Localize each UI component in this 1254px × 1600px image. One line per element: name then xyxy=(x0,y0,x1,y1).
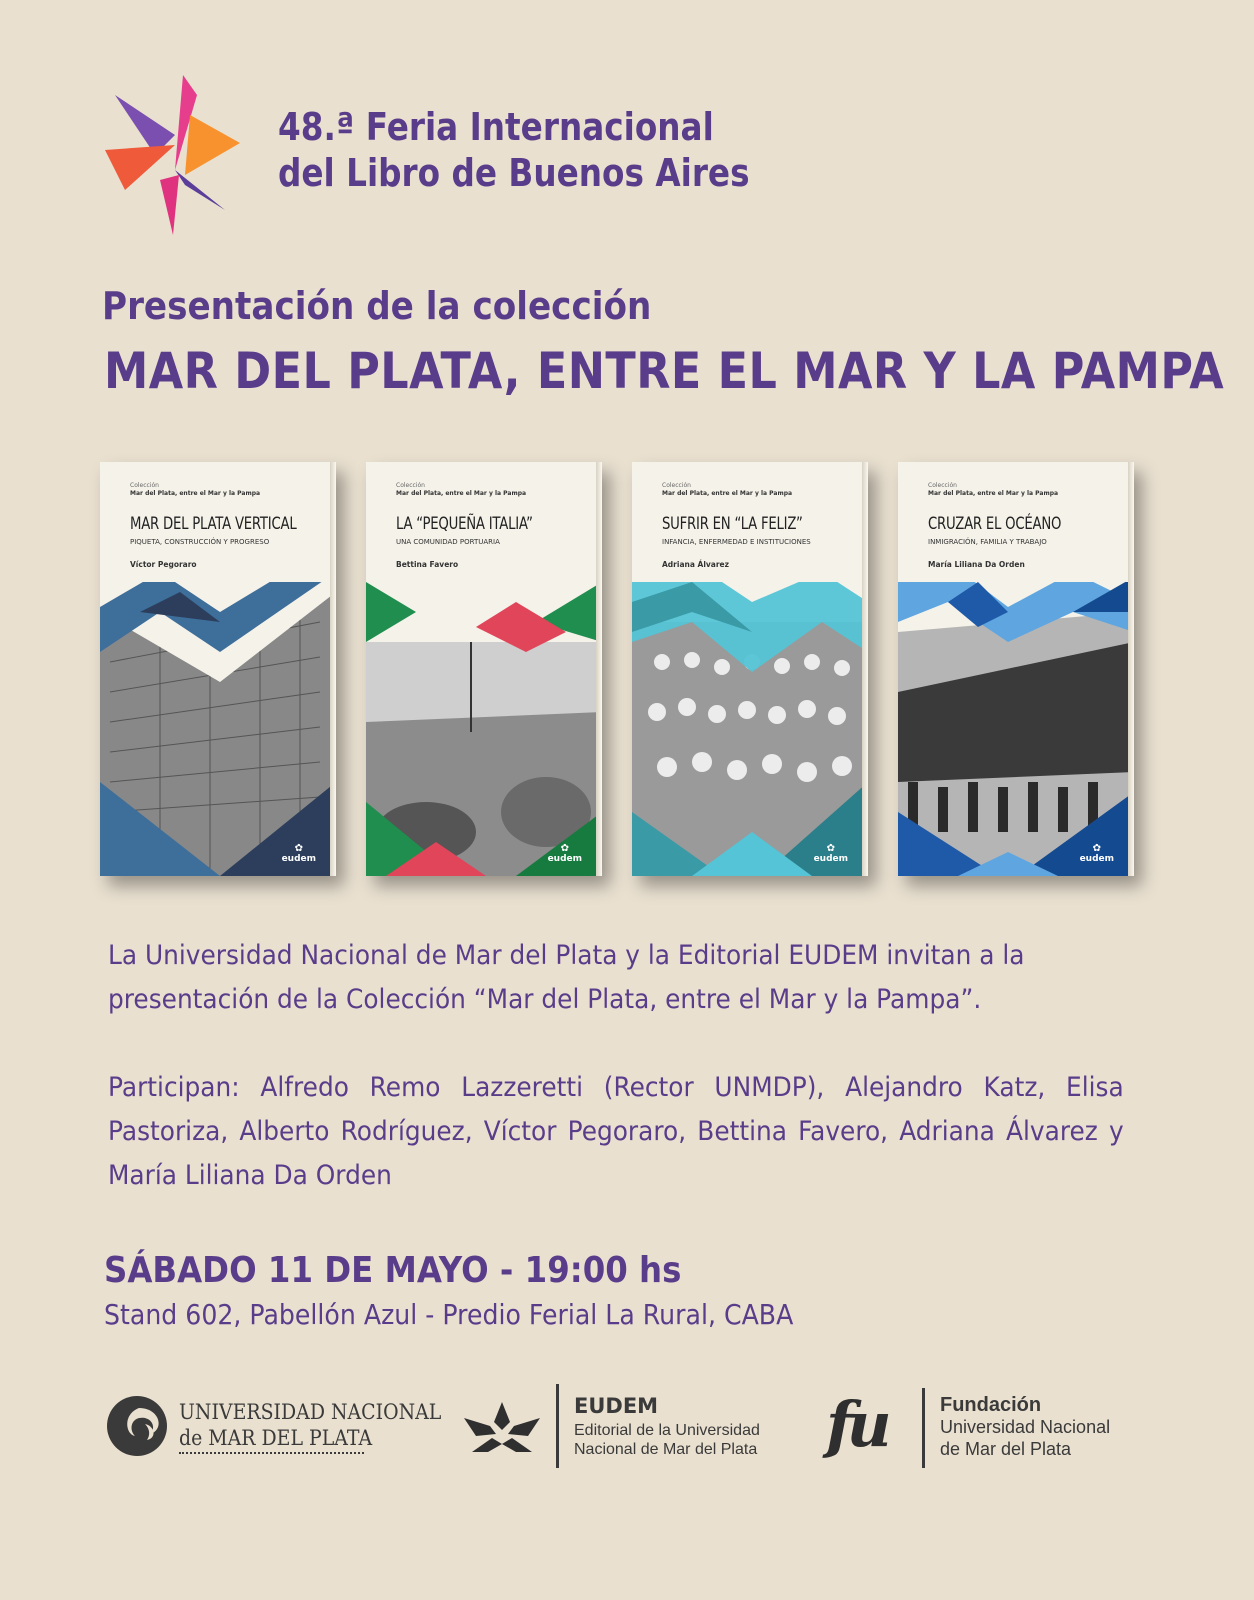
book-author: Adriana Álvarez xyxy=(662,560,729,569)
eudem-publisher-mark: ✿ eudem xyxy=(281,843,316,864)
event-venue: Stand 602, Pabellón Azul - Predio Ferial La Rural, CABA xyxy=(104,1298,794,1331)
fundacion-description-line2: de Mar del Plata xyxy=(940,1439,1072,1459)
unmdp-name-line1: UNIVERSIDAD NACIONAL xyxy=(179,1400,442,1424)
book-cover-sufrir-en-la-feliz xyxy=(632,462,868,876)
book-subtitle: PIQUETA, CONSTRUCCIÓN Y PROGRESO xyxy=(130,538,270,546)
eudem-logo xyxy=(462,1384,792,1470)
book-collection-name: Mar del Plata, entre el Mar y la Pampa xyxy=(396,490,527,497)
unmdp-name-line2: de MAR DEL PLATA xyxy=(179,1426,373,1450)
children-photo-image xyxy=(632,582,868,876)
eudem-description-line1: Editorial de la Universidad xyxy=(574,1422,760,1439)
fair-star-logo xyxy=(105,75,245,240)
unmdp-logo xyxy=(105,1392,442,1464)
book-author: Bettina Favero xyxy=(396,560,459,569)
eudem-publisher-mark: ✿ eudem xyxy=(1079,843,1114,864)
book-spine xyxy=(862,462,868,876)
fundacion-divider xyxy=(922,1388,925,1468)
book-collection-label: Colección xyxy=(130,482,159,489)
unmdp-dotted-rule xyxy=(179,1452,364,1454)
book-cover-mar-del-plata-vertical xyxy=(100,462,336,876)
fundacion-description-line1: Universidad Nacional xyxy=(940,1417,1111,1437)
fair-title-line2: del Libro de Buenos Aires xyxy=(278,151,750,195)
participants-paragraph: Participan: Alfredo Remo Lazzeretti (Rector UNMDP), Alejandro Katz, Elisa Pastoriza, Alberto Rodríguez, Víctor Pegoraro, Bettina Favero, Adriana Álvarez y María Liliana Da Orden xyxy=(108,1072,1124,1191)
eudem-divider xyxy=(556,1384,559,1468)
book-collection-name: Mar del Plata, entre el Mar y la Pampa xyxy=(928,490,1059,497)
book-title: CRUZAR EL OCÉANO xyxy=(928,514,1062,534)
fundacion-logo xyxy=(826,1386,1146,1470)
book-spine xyxy=(330,462,336,876)
book-cover-pequena-italia xyxy=(366,462,602,876)
eudem-name: EUDEM xyxy=(574,1394,659,1418)
eudem-star-mark-icon xyxy=(462,1400,542,1454)
book-title: LA “PEQUEÑA ITALIA” xyxy=(396,514,533,534)
book-subtitle: UNA COMUNIDAD PORTUARIA xyxy=(396,538,500,546)
harbor-photo-image xyxy=(366,582,602,876)
fair-title-line1: 48.ª Feria Internacional xyxy=(278,105,714,149)
book-title: SUFRIR EN “LA FELIZ” xyxy=(662,514,803,534)
fundacion-name: Fundación xyxy=(940,1394,1042,1416)
book-cover-cruzar-el-oceano xyxy=(898,462,1134,876)
presentation-label: Presentación de la colección xyxy=(102,284,652,328)
eudem-description-line2: Nacional de Mar del Plata xyxy=(574,1441,758,1458)
building-photo-image xyxy=(100,582,336,876)
collection-title: MAR DEL PLATA, ENTRE EL MAR Y LA PAMPA xyxy=(104,342,1225,400)
book-author: María Liliana Da Orden xyxy=(928,560,1025,569)
book-title: MAR DEL PLATA VERTICAL xyxy=(130,514,297,534)
book-spine xyxy=(596,462,602,876)
book-author: Víctor Pegoraro xyxy=(130,560,197,569)
fu-monogram: fu xyxy=(826,1388,886,1461)
unmdp-wave-emblem-icon xyxy=(105,1394,169,1458)
book-collection-label: Colección xyxy=(928,482,957,489)
book-collection-name: Mar del Plata, entre el Mar y la Pampa xyxy=(662,490,793,497)
ship-photo-image xyxy=(898,582,1134,876)
book-collection-name: Mar del Plata, entre el Mar y la Pampa xyxy=(130,490,261,497)
event-date: SÁBADO 11 DE MAYO - 19:00 hs xyxy=(104,1250,682,1291)
book-collection-label: Colección xyxy=(662,482,691,489)
eudem-publisher-mark: ✿ eudem xyxy=(813,843,848,864)
eudem-publisher-mark: ✿ eudem xyxy=(547,843,582,864)
invitation-paragraph: La Universidad Nacional de Mar del Plata y la Editorial EUDEM invitan a la presentación de la Colección “Mar del Plata, entre el Mar y la Pampa”. xyxy=(108,940,1025,1015)
fair-title xyxy=(278,104,826,196)
book-spine xyxy=(1128,462,1134,876)
book-subtitle: INFANCIA, ENFERMEDAD E INSTITUCIONES xyxy=(662,538,811,546)
book-collection-label: Colección xyxy=(396,482,425,489)
book-subtitle: INMIGRACIÓN, FAMILIA Y TRABAJO xyxy=(928,538,1047,546)
